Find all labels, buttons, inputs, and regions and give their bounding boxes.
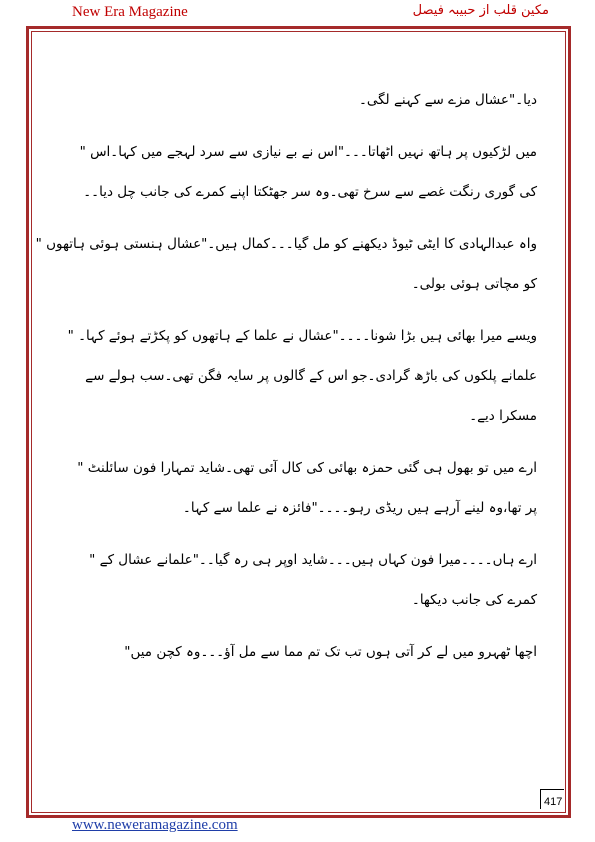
text-line: ارے ہاں۔۔۔۔میرا فون کہاں ہیں۔۔۔شاید اوپر ہی رہ گیا۔۔"علمانے عشال کے " [89,552,537,568]
page-number-rule [540,789,564,790]
paragraph [60,632,537,672]
paragraph [60,540,537,620]
page-number: 417 [544,796,563,808]
paragraph [60,316,537,436]
page-number-rule-vertical [540,789,541,809]
text-line: کو مچاتی ہوئی بولی۔ [411,276,537,292]
text-line: اچھا ٹھہرو میں لے کر آتی ہوں تب تک تم مما سے مل آؤ۔۔۔وہ کچن میں" [124,644,537,660]
text-line: ارے میں تو بھول ہی گئی حمزہ بھائی کی کال آئی تھی۔شاید تمہارا فون سائلنٹ " [77,460,537,476]
website-link[interactable]: www.neweramagazine.com [72,817,238,833]
story-body [35,80,537,672]
text-line: دیا۔"عشال مزے سے کہنے لگی۔ [358,92,537,108]
paragraph [35,224,537,304]
paragraph [60,448,537,528]
text-line: ویسے میرا بھائی ہیں بڑا شونا۔۔۔۔"عشال نے علما کے ہاتھوں کو پکڑتے ہوئے کہا۔ " [67,328,537,344]
paragraph [60,132,537,212]
text-line: پر تھا،وہ لینے آرہے ہیں ریڈی رہو۔۔۔۔"فائزہ نے علما سے کہا۔ [182,500,537,516]
text-line: مسکرا دیے۔ [469,408,537,424]
paragraph [60,80,537,120]
magazine-name: New Era Magazine [72,4,188,20]
text-line: کی گوری رنگت غصے سے سرخ تھی۔وہ سر جھٹکتا اپنے کمرے کی جانب چل دیا۔۔ [83,184,537,200]
story-title: مکین قلب از حبیبہ فیصل [412,3,549,18]
text-line: علمانے پلکوں کی باڑھ گرادی۔جو اس کے گالوں پر سایہ فگن تھی۔سب ہولے سے [85,368,537,384]
text-line: واہ عبدالہادی کا ایٹی ٹیوڈ دیکھنے کو مل گیا۔۔۔کمال ہیں۔"عشال ہنستی ہوئی ہاتھوں " [35,236,537,252]
text-line: میں لڑکیوں پر ہاتھ نہیں اٹھاتا۔۔۔"اس نے بے نیازی سے سرد لہجے میں کہا۔اس " [79,144,537,160]
text-line: کمرے کی جانب دیکھا۔ [411,592,537,608]
